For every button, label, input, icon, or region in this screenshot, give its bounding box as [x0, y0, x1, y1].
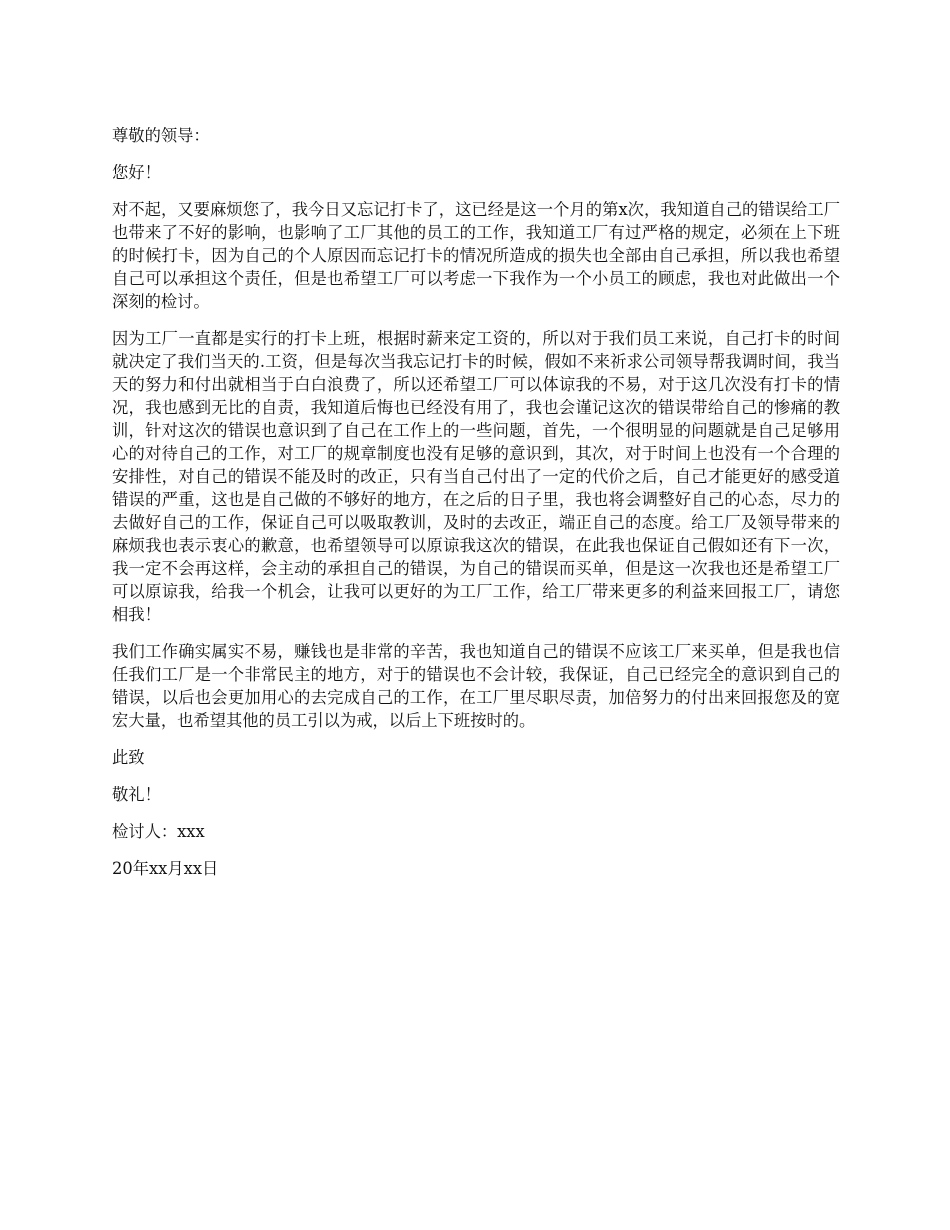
- closing-line-2: 敬礼！: [112, 785, 161, 804]
- date-line: 20年xx月xx日: [112, 859, 219, 878]
- salutation: 尊敬的领导：: [112, 126, 210, 145]
- signer-line: 检讨人：xxx: [112, 822, 205, 841]
- body-paragraph-1: 对不起，又要麻烦您了，我今日又忘记打卡了，这已经是这一个月的第x次，我知道自己的错误给工厂也带来了不好的影响，也影响了工厂其他的员工的工作，我知道工厂有过严格的规定，必须在上下班的时候打卡，因为自己的个人原因而忘记打卡的情况所造成的损失也全部由自己承担，所以我也希望自己可以承担这个责任，但是也希望工厂可以考虑一下我作为一个小员工的顾虑，我也对此做出一个深刻的检讨。: [112, 200, 840, 311]
- closing-line-1: 此致: [112, 748, 145, 767]
- letter-document: [112, 124, 840, 894]
- body-paragraph-2: 因为工厂一直都是实行的打卡上班，根据时薪来定工资的，所以对于我们员工来说，自己打卡的时间就决定了我们当天的.工资，但是每次当我忘记打卡的时候，假如不来祈求公司领导帮我调时间，我当天的努力和付出就相当于白白浪费了，所以还希望工厂可以体谅我的不易，对于这几次没有打卡的情况，我也感到无比的自责，我知道后悔也已经没有用了，我也会谨记这次的错误带给自己的惨痛的教训，针对这次的错误也意识到了自己在工作上的一些问题，首先，一个很明显的问题就是自己足够用心的对待自己的工作，对工厂的规章制度也没有足够的意识到，其次，对于时间上也没有一个合理的安排性，对自己的错误不能及时的改正，只有当自己付出了一定的代价之后，自己才能更好的感受道错误的严重，这也是自己做的不够好的地方，在之后的日子里，我也将会调整好自己的心态，尽力的去做好自己的工作，保证自己可以吸取教训，及时的去改正，端正自己的态度。给工厂及领导带来的麻烦我也表示衷心的歉意，也希望领导可以原谅我这次的错误，在此我也保证自己假如还有下一次，我一定不会再这样，会主动的承担自己的错误，为自己的错误而买单，但是这一次我也还是希望工厂可以原谅我，给我一个机会，让我可以更好的为工厂工作，给工厂带来更多的利益来回报工厂，请您相我！: [112, 329, 840, 624]
- greeting: 您好！: [112, 163, 161, 182]
- body-paragraph-3: 我们工作确实属实不易，赚钱也是非常的辛苦，我也知道自己的错误不应该工厂来买单，但是我也信任我们工厂是一个非常民主的地方，对于的错误也不会计较，我保证，自己已经完全的意识到自己的错误，以后也会更加用心的去完成自己的工作，在工厂里尽职尽责，加倍努力的付出来回报您及的宽宏大量，也希望其他的员工引以为戒，以后上下班按时的。: [112, 642, 840, 730]
